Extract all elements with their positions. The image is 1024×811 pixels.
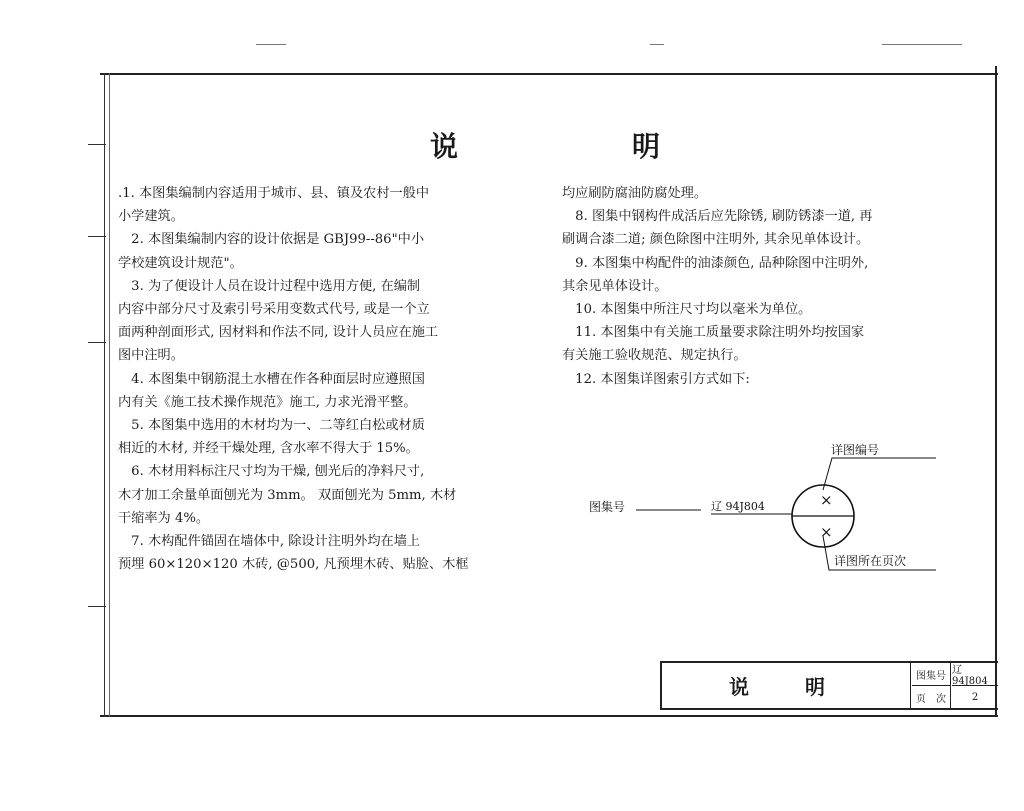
scan-speck xyxy=(256,44,286,45)
frame-left-line xyxy=(104,73,105,717)
note-line: 6. 木材用料标注尺寸均为干燥, 刨光后的净料尺寸, xyxy=(118,464,425,480)
note-line: 木才加工余量单面刨光为 3mm。 双面刨光为 5mm, 木材 xyxy=(118,487,457,503)
note-line: 内有关《施工技术操作规范》施工, 力求光滑平整。 xyxy=(118,394,417,410)
margin-tick xyxy=(88,342,106,343)
margin-tick xyxy=(88,144,106,145)
frame-bottom-line xyxy=(100,715,998,717)
title-block-title: 说 明 xyxy=(662,663,911,708)
detail-no-label: 详图编号 xyxy=(831,443,880,457)
note-line: 图中注明。 xyxy=(118,348,184,364)
detail-no-leader xyxy=(823,458,936,490)
notes-column-left xyxy=(118,182,538,576)
note-line: 12. 本图集详图索引方式如下: xyxy=(562,371,750,387)
margin-tick xyxy=(88,236,106,237)
margin-tick xyxy=(88,606,106,607)
page-title-left: 说 xyxy=(430,130,459,163)
note-line: 有关施工验收规范、规定执行。 xyxy=(562,348,747,364)
note-line: 预埋 60×120×120 木砖, @500, 凡预埋木砖、贴脸、木框 xyxy=(118,557,469,573)
scan-speck xyxy=(882,44,962,45)
note-line: 3. 为了便设计人员在设计过程中选用方便, 在编制 xyxy=(118,278,421,294)
note-line: 刷调合漆二道; 颜色除图中注明外, 其余见单体设计。 xyxy=(562,232,870,248)
index-symbol-diagram xyxy=(586,432,986,582)
note-line: 2. 本图集编制内容的设计依据是 GBJ99--86"中小 xyxy=(118,232,425,248)
page-number-label: 页 次 xyxy=(912,686,951,708)
note-line: 5. 本图集中选用的木材均为一、二等红白松或材质 xyxy=(118,418,425,434)
page-title-right: 明 xyxy=(632,130,661,163)
scan-speck xyxy=(650,44,664,45)
index-upper-mark: × xyxy=(820,491,833,509)
title-block xyxy=(660,661,998,710)
atlas-no-label: 图集号 xyxy=(589,500,626,514)
note-line: 面两种剖面形式, 因材料和作法不同, 设计人员应在施工 xyxy=(118,325,439,341)
note-line: 11. 本图集中有关施工质量要求除注明外均按国家 xyxy=(562,325,865,341)
note-line: 8. 图集中钢构件成活后应先除锈, 刷防锈漆一道, 再 xyxy=(562,209,873,225)
note-line: 其余见单体设计。 xyxy=(562,278,668,294)
note-line: .1. 本图集编制内容适用于城市、县、镇及农村一般中 xyxy=(118,186,430,201)
note-line: 4. 本图集中钢筋混土水槽在作各种面层时应遵照国 xyxy=(118,371,425,387)
index-lower-mark: × xyxy=(820,523,833,541)
atlas-number-label: 图集号 xyxy=(912,663,951,686)
page-number-value: 2 xyxy=(971,691,979,703)
frame-top-line xyxy=(100,73,998,75)
note-line: 9. 本图集中构配件的油漆颜色, 品种除图中注明外, xyxy=(562,255,869,271)
detail-page-label: 详图所在页次 xyxy=(834,554,907,568)
note-line: 7. 木构配件锚固在墙体中, 除设计注明外均在墙上 xyxy=(118,534,421,550)
note-line: 相近的木材, 并经干燥处理, 含水率不得大于 15%。 xyxy=(118,441,419,457)
note-line: 学校建筑设计规范"。 xyxy=(118,255,243,271)
note-line: 内容中部分尺寸及索引号采用变数式代号, 或是一个立 xyxy=(118,302,430,318)
note-line: 均应刷防腐油防腐处理。 xyxy=(562,186,708,201)
binding-margin-line xyxy=(109,73,110,717)
notes-column-right xyxy=(562,182,977,391)
note-line: 小学建筑。 xyxy=(118,209,184,225)
frame-right-line xyxy=(995,66,997,717)
note-line: 10. 本图集中所注尺寸均以毫米为单位。 xyxy=(562,302,812,318)
note-line: 干缩率为 4%。 xyxy=(118,510,210,526)
atlas-number-value: 辽 94J804 xyxy=(952,663,998,686)
atlas-code: 辽 94J804 xyxy=(711,500,765,513)
